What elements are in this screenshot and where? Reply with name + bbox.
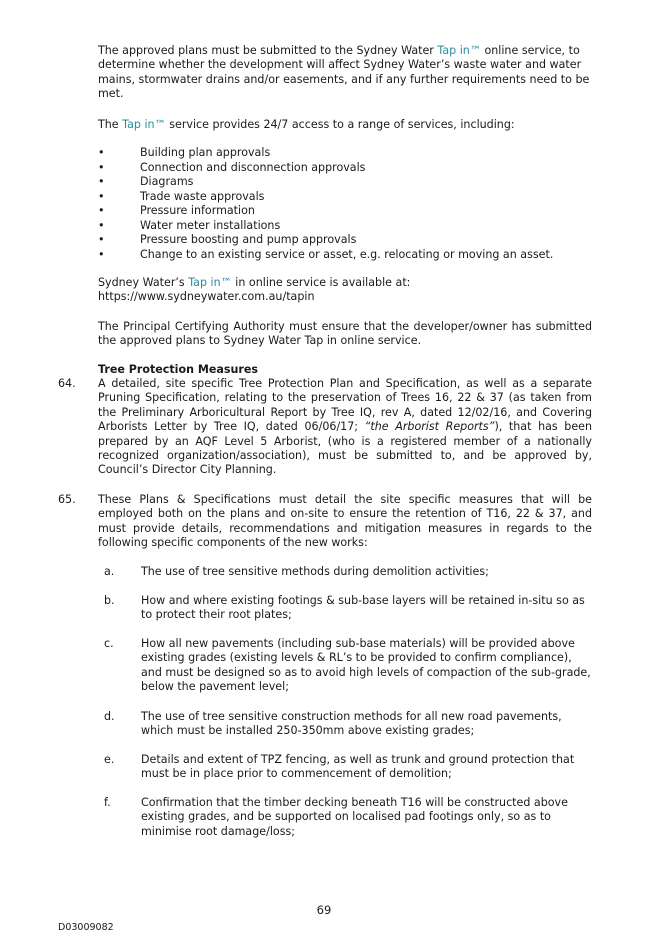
arborist-reports-term: “the Arborist Reports” xyxy=(364,420,495,434)
bullet-icon: • xyxy=(98,219,105,232)
bullet-icon: • xyxy=(98,248,105,261)
services-intro-paragraph xyxy=(98,118,592,132)
list-item xyxy=(98,175,592,190)
bullet-text: Pressure information xyxy=(140,204,255,217)
item-65-text: These Plans & Specifications must detail the site specific measures that will be employed both on the plans and on-site to ensure the retention of T16, 22 & 37, and must provide details, recommendations and mitigation measures in regards to the following specific components of the new works: xyxy=(98,493,592,550)
item-64-text xyxy=(98,377,592,478)
list-item xyxy=(98,248,592,263)
item-number: 65. xyxy=(58,493,76,506)
item-64-text-after: ), that has been prepared by an AQF Level 5 Arborist, (who is a registered member of a nationally recognized organization/association), must be submitted to, and be approved by, Council’s Director City Planning. xyxy=(98,420,593,477)
tap-in-term: Tap in™ xyxy=(437,44,481,57)
bullet-text: Change to an existing service or asset, e.g. relocating or moving an asset. xyxy=(140,248,554,261)
sub-item-text: The use of tree sensitive construction methods for all new road pavements, which must be installed 250-350mm above existing grades; xyxy=(141,710,562,738)
bullet-icon: • xyxy=(98,190,105,203)
list-item xyxy=(98,233,592,248)
list-item xyxy=(98,219,592,234)
sub-item-text: How all new pavements (including sub-base materials) will be provided above existing grades (existing levels & RL’s to be provided to confirm compliance), and must be designed so as to avoid high levels of compaction of the sub-grade, below the pavement level; xyxy=(141,637,591,694)
bullet-icon: • xyxy=(98,204,105,217)
bullet-text: Pressure boosting and pump approvals xyxy=(140,233,357,246)
list-item xyxy=(98,161,592,176)
sub-item-letter: e. xyxy=(104,753,115,766)
bullet-icon: • xyxy=(98,146,105,159)
sub-item-letter: b. xyxy=(104,594,115,607)
sub-item-letter: d. xyxy=(104,710,115,723)
bullet-text: Trade waste approvals xyxy=(140,190,265,203)
sub-item-text: Confirmation that the timber decking beneath T16 will be constructed above existing grades, and be supported on localised pad footings only, so as to minimise root damage/loss; xyxy=(141,796,568,838)
availability-text-after: in online service is available at: xyxy=(231,276,411,289)
sub-item-text: The use of tree sensitive methods during demolition activities; xyxy=(141,565,489,578)
section-heading: Tree Protection Measures xyxy=(98,363,258,376)
tap-in-term: Tap in™ xyxy=(122,118,166,131)
services-text-before: The xyxy=(98,118,123,131)
certifier-paragraph: The Principal Certifying Authority must ensure that the developer/owner has submitted the approved plans to Sydney Water Tap in online service. xyxy=(98,320,592,348)
services-text-after: service provides 24/7 access to a range of services, including: xyxy=(165,118,515,131)
bullet-text: Connection and disconnection approvals xyxy=(140,161,366,174)
bullet-text: Building plan approvals xyxy=(140,146,271,159)
bullet-text: Diagrams xyxy=(140,175,194,188)
sub-item-text: How and where existing footings & sub-base layers will be retained in-situ so as to protect their root plates; xyxy=(141,594,585,622)
availability-text-before: Sydney Water’s xyxy=(98,276,189,289)
bullet-icon: • xyxy=(98,175,105,188)
bullet-icon: • xyxy=(98,161,105,174)
intro-paragraph xyxy=(98,44,594,102)
tap-in-term: Tap in™ xyxy=(188,276,232,289)
sub-item-letter: f. xyxy=(104,796,111,809)
item-64-text-before: A detailed, site specific Tree Protection Plan and Specification, as well as a separate Pruning Specification, relating to the preservation of Trees 16, 22 & 37 (as taken from the Preliminary Arboricultural Report by Tree IQ, rev A, dated 12/02/16, and Covering Arborists Letter by Tree IQ, dated 06/06/17; xyxy=(98,377,592,434)
bullet-icon: • xyxy=(98,233,105,246)
list-item xyxy=(98,190,592,205)
document-id: D03009082 xyxy=(58,922,114,933)
item-number: 64. xyxy=(58,377,76,390)
sub-item-text: Details and extent of TPZ fencing, as well as trunk and ground protection that must be in place prior to commencement of demolition; xyxy=(141,753,575,781)
bullet-text: Water meter installations xyxy=(140,219,281,232)
sub-item-letter: c. xyxy=(104,637,114,650)
tapin-url: https://www.sydneywater.com.au/tapin xyxy=(98,290,315,304)
page-number: 69 xyxy=(316,903,332,917)
list-item xyxy=(98,146,592,161)
availability-paragraph xyxy=(98,276,592,305)
intro-text-before: The approved plans must be submitted to the Sydney Water xyxy=(98,44,438,57)
intro-text-after: online service, to determine whether the development will affect Sydney Water’s waste water and water mains, stormwater drains and/or easements, and if any further requirements need to be met. xyxy=(98,44,590,101)
list-item xyxy=(98,204,592,219)
sub-item-letter: a. xyxy=(104,565,115,578)
